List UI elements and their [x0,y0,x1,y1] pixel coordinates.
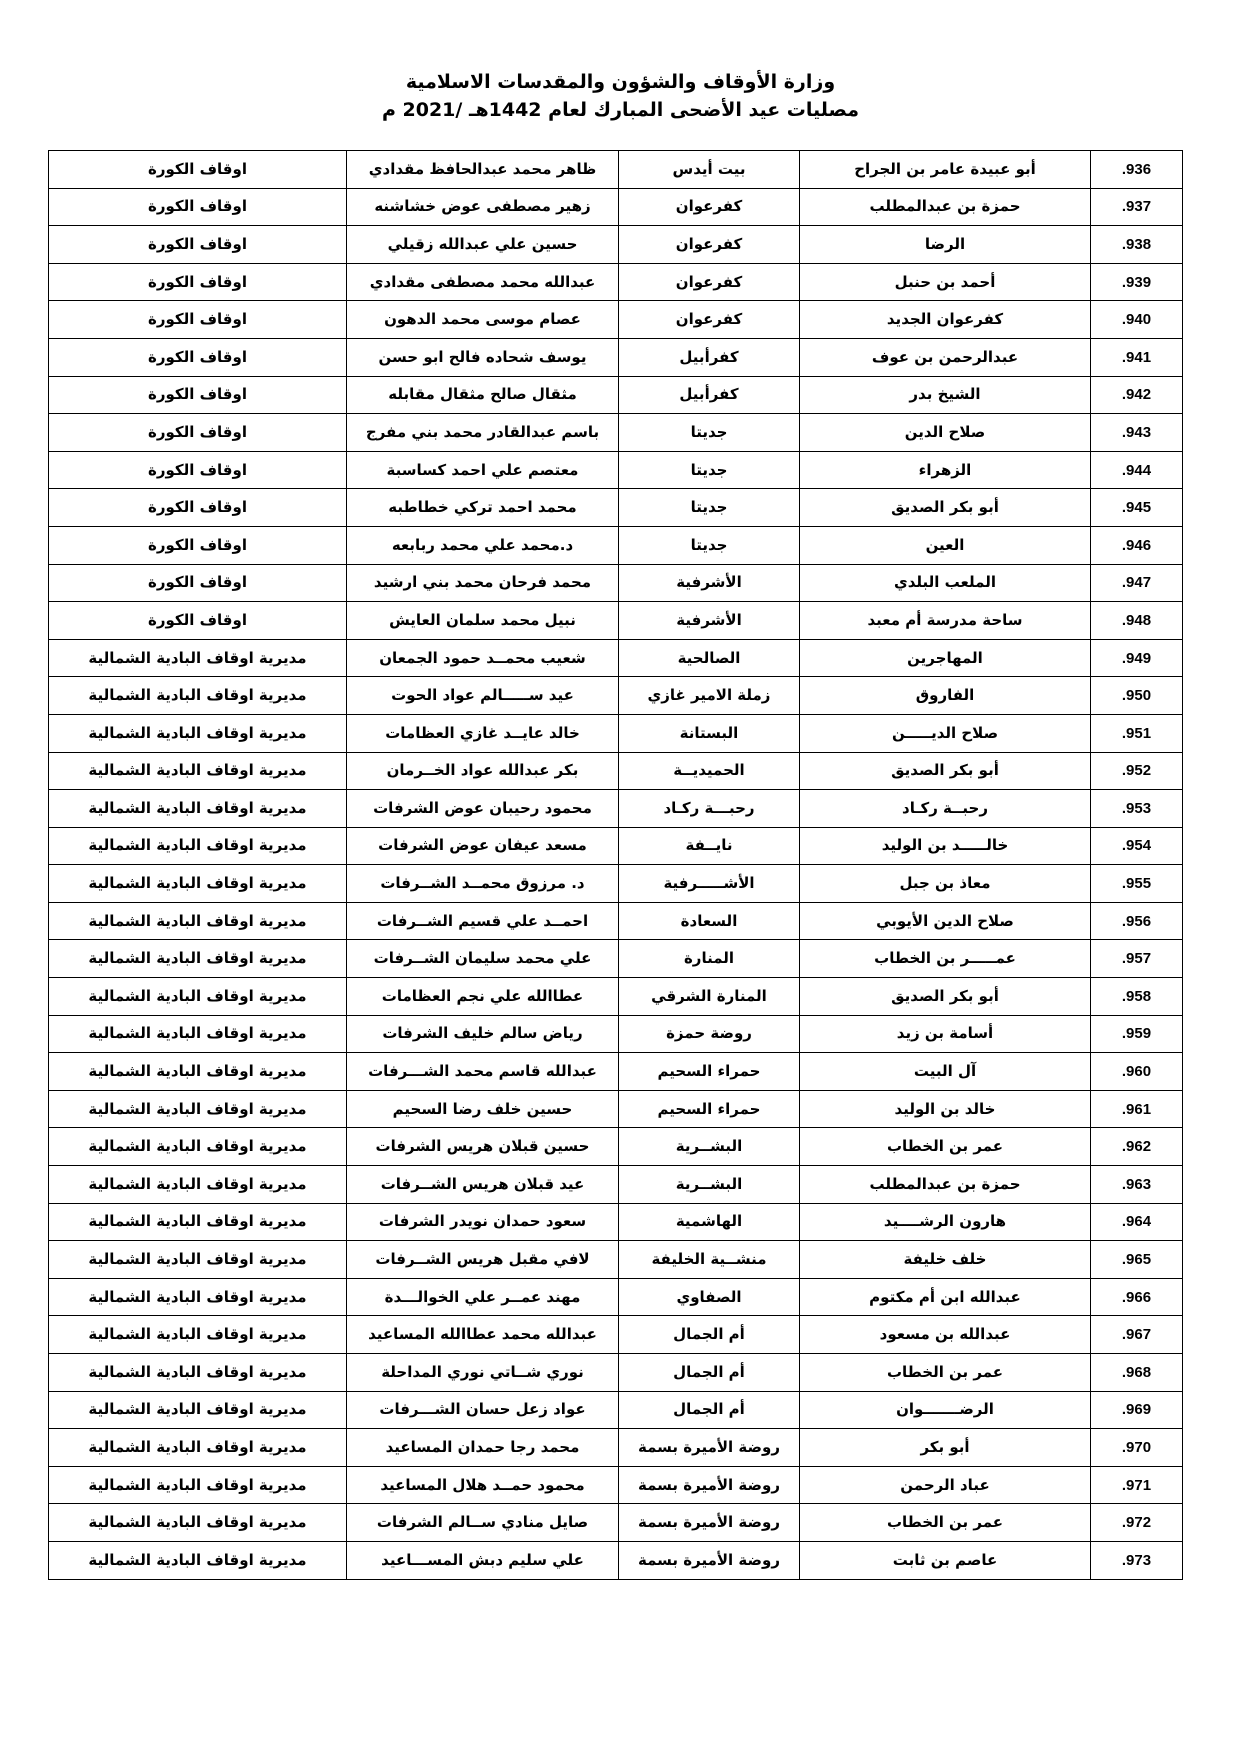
table-row [49,1391,1183,1429]
musalla-name: المهاجرين [800,639,1091,677]
imam-name: خالد عايــد غازي العظامات [347,714,619,752]
musalla-name: عمـــــر بن الخطاب [800,940,1091,978]
document-subtitle: مصليات عيد الأضحى المبارك لعام 1442هـ /2021 م [381,99,860,121]
imam-name: محمد احمد تركي خطاطبه [347,489,619,527]
imam-name: عبدالله محمد عطاالله المساعيد [347,1316,619,1354]
table-row [49,677,1183,715]
row-number: .953 [1091,790,1183,828]
row-number: .943 [1091,414,1183,452]
row-number: .973 [1091,1541,1183,1579]
directorate-name: مديرية اوقاف البادية الشمالية [49,1166,347,1204]
table-row [49,451,1183,489]
row-number: .958 [1091,978,1183,1016]
area-name: روضة الأميرة بسمة [619,1429,800,1467]
row-number: .967 [1091,1316,1183,1354]
imam-name: معتصم علي احمد كساسبة [347,451,619,489]
directorate-name: اوقاف الكورة [49,602,347,640]
imam-name: نبيل محمد سلمان العايش [347,602,619,640]
imam-name: مسعد عيفان عوض الشرفات [347,827,619,865]
imam-name: عطاالله علي نجم العظامات [347,978,619,1016]
row-number: .970 [1091,1429,1183,1467]
musalla-name: أبو بكر [800,1429,1091,1467]
musalla-name: معاذ بن جبل [800,865,1091,903]
table-row [49,226,1183,264]
imam-name: حسين خلف رضا السحيم [347,1090,619,1128]
row-number: .945 [1091,489,1183,527]
table-row [49,827,1183,865]
directorate-name: مديرية اوقاف البادية الشمالية [49,639,347,677]
area-name: زملة الامير غازي [619,677,800,715]
directorate-name: مديرية اوقاف البادية الشمالية [49,1541,347,1579]
area-name: كفرعوان [619,263,800,301]
area-name: نايــفة [619,827,800,865]
row-number: .964 [1091,1203,1183,1241]
document-header [0,68,1241,124]
table-row [49,1241,1183,1279]
musalla-name: عباد الرحمن [800,1466,1091,1504]
table-row [49,1504,1183,1542]
area-name: بيت أيدس [619,151,800,189]
directorate-name: مديرية اوقاف البادية الشمالية [49,1241,347,1279]
area-name: البستانة [619,714,800,752]
musalla-table [48,150,1183,1580]
area-name: كفرعوان [619,301,800,339]
imam-name: زهير مصطفى عوض خشاشنه [347,188,619,226]
table-row [49,1429,1183,1467]
directorate-name: مديرية اوقاف البادية الشمالية [49,1316,347,1354]
directorate-name: مديرية اوقاف البادية الشمالية [49,1203,347,1241]
musalla-name: عبدالله بن مسعود [800,1316,1091,1354]
musalla-name: صلاح الدين [800,414,1091,452]
table-row [49,865,1183,903]
area-name: أم الجمال [619,1354,800,1392]
directorate-name: مديرية اوقاف البادية الشمالية [49,1354,347,1392]
imam-name: حسين علي عبدالله زقيلي [347,226,619,264]
musalla-name: كفرعوان الجديد [800,301,1091,339]
musalla-table-body [49,151,1183,1580]
musalla-name: أبو بكر الصديق [800,752,1091,790]
imam-name: د.محمد علي محمد ربابعه [347,526,619,564]
area-name: المنارة [619,940,800,978]
row-number: .948 [1091,602,1183,640]
table-row [49,414,1183,452]
imam-name: رياض سالم خليف الشرفات [347,1015,619,1053]
directorate-name: مديرية اوقاف البادية الشمالية [49,714,347,752]
area-name: الأشرفية [619,564,800,602]
imam-name: علي محمد سليمان الشــرفات [347,940,619,978]
imam-name: محمود حمــد هلال المساعيد [347,1466,619,1504]
area-name: أم الجمال [619,1391,800,1429]
table-row [49,752,1183,790]
area-name: حمراء السحيم [619,1090,800,1128]
area-name: جديتا [619,451,800,489]
directorate-name: اوقاف الكورة [49,338,347,376]
row-number: .942 [1091,376,1183,414]
directorate-name: اوقاف الكورة [49,376,347,414]
imam-name: مثقال صالح مثقال مقابله [347,376,619,414]
imam-name: محمود رحيبان عوض الشرفات [347,790,619,828]
row-number: .960 [1091,1053,1183,1091]
row-number: .972 [1091,1504,1183,1542]
table-row [49,978,1183,1016]
musalla-name: العين [800,526,1091,564]
directorate-name: اوقاف الكورة [49,414,347,452]
musalla-name: أبو عبيدة عامر بن الجراح [800,151,1091,189]
imam-name: ظاهر محمد عبدالحافظ مقدادي [347,151,619,189]
imam-name: عيد ســـــالم عواد الحوت [347,677,619,715]
row-number: .954 [1091,827,1183,865]
table-row [49,1316,1183,1354]
area-name: كفرعوان [619,226,800,264]
row-number: .968 [1091,1354,1183,1392]
musalla-name: أبو بكر الصديق [800,978,1091,1016]
area-name: جديتا [619,526,800,564]
table-row [49,338,1183,376]
directorate-name: مديرية اوقاف البادية الشمالية [49,1278,347,1316]
row-number: .965 [1091,1241,1183,1279]
imam-name: حسين قبلان هريس الشرفات [347,1128,619,1166]
musalla-name: عاصم بن ثابت [800,1541,1091,1579]
table-row [49,1053,1183,1091]
musalla-name: الرضا [800,226,1091,264]
row-number: .936 [1091,151,1183,189]
row-number: .959 [1091,1015,1183,1053]
directorate-name: مديرية اوقاف البادية الشمالية [49,1391,347,1429]
row-number: .957 [1091,940,1183,978]
musalla-name: عمر بن الخطاب [800,1504,1091,1542]
imam-name: سعود حمدان نويدر الشرفات [347,1203,619,1241]
row-number: .971 [1091,1466,1183,1504]
row-number: .939 [1091,263,1183,301]
directorate-name: اوقاف الكورة [49,564,347,602]
area-name: جديتا [619,489,800,527]
row-number: .963 [1091,1166,1183,1204]
row-number: .962 [1091,1128,1183,1166]
area-name: الهاشمية [619,1203,800,1241]
row-number: .961 [1091,1090,1183,1128]
musalla-name: حمزة بن عبدالمطلب [800,188,1091,226]
row-number: .949 [1091,639,1183,677]
imam-name: عبدالله قاسم محمد الشـــرفات [347,1053,619,1091]
imam-name: مهند عمــر علي الخوالـــدة [347,1278,619,1316]
row-number: .952 [1091,752,1183,790]
directorate-name: مديرية اوقاف البادية الشمالية [49,1504,347,1542]
directorate-name: مديرية اوقاف البادية الشمالية [49,865,347,903]
musalla-name: عمر بن الخطاب [800,1354,1091,1392]
directorate-name: مديرية اوقاف البادية الشمالية [49,1015,347,1053]
directorate-name: اوقاف الكورة [49,489,347,527]
musalla-name: ساحة مدرسة أم معبد [800,602,1091,640]
musalla-name: أبو بكر الصديق [800,489,1091,527]
directorate-name: اوقاف الكورة [49,226,347,264]
directorate-name: اوقاف الكورة [49,151,347,189]
imam-name: يوسف شحاده فالح ابو حسن [347,338,619,376]
area-name: المنارة الشرقي [619,978,800,1016]
musalla-name: الزهراء [800,451,1091,489]
table-row [49,376,1183,414]
directorate-name: اوقاف الكورة [49,263,347,301]
area-name: رحبـــة ركـاد [619,790,800,828]
area-name: كفرعوان [619,188,800,226]
row-number: .947 [1091,564,1183,602]
musalla-name: أسامة بن زيد [800,1015,1091,1053]
table-row [49,1278,1183,1316]
directorate-name: مديرية اوقاف البادية الشمالية [49,1466,347,1504]
imam-name: شعيب محمــد حمود الجمعان [347,639,619,677]
area-name: الحميديــة [619,752,800,790]
table-row [49,902,1183,940]
area-name: روضة الأميرة بسمة [619,1466,800,1504]
musalla-name: الفاروق [800,677,1091,715]
musalla-name: رحبــة ركـاد [800,790,1091,828]
musalla-name: الملعب البلدي [800,564,1091,602]
area-name: كفرأبيل [619,376,800,414]
musalla-name: صلاح الدين الأيوبي [800,902,1091,940]
row-number: .956 [1091,902,1183,940]
row-number: .941 [1091,338,1183,376]
table-row [49,1541,1183,1579]
directorate-name: مديرية اوقاف البادية الشمالية [49,752,347,790]
directorate-name: اوقاف الكورة [49,451,347,489]
row-number: .951 [1091,714,1183,752]
area-name: البشــرية [619,1166,800,1204]
imam-name: لافي مقبل هريس الشــرفات [347,1241,619,1279]
musalla-name: خالد بن الوليد [800,1090,1091,1128]
musalla-name: صلاح الديـــــن [800,714,1091,752]
directorate-name: مديرية اوقاف البادية الشمالية [49,940,347,978]
area-name: السعادة [619,902,800,940]
directorate-name: مديرية اوقاف البادية الشمالية [49,827,347,865]
row-number: .966 [1091,1278,1183,1316]
area-name: الأشرفية [619,602,800,640]
imam-name: باسم عبدالقادر محمد بني مفرج [347,414,619,452]
imam-name: عصام موسى محمد الدهون [347,301,619,339]
musalla-name: عبدالله ابن أم مكتوم [800,1278,1091,1316]
musalla-name: خالـــــد بن الوليد [800,827,1091,865]
directorate-name: مديرية اوقاف البادية الشمالية [49,677,347,715]
area-name: البشــرية [619,1128,800,1166]
directorate-name: مديرية اوقاف البادية الشمالية [49,902,347,940]
musalla-name: أحمد بن حنبل [800,263,1091,301]
directorate-name: مديرية اوقاف البادية الشمالية [49,978,347,1016]
table-row [49,1466,1183,1504]
row-number: .969 [1091,1391,1183,1429]
table-row [49,602,1183,640]
table-row [49,1090,1183,1128]
table-row [49,714,1183,752]
directorate-name: اوقاف الكورة [49,526,347,564]
musalla-name: عمر بن الخطاب [800,1128,1091,1166]
imam-name: بكر عبدالله عواد الخــرمان [347,752,619,790]
row-number: .938 [1091,226,1183,264]
table-row [49,263,1183,301]
table-row [49,1354,1183,1392]
imam-name: احمــد علي قسيم الشــرفات [347,902,619,940]
area-name: روضة حمزة [619,1015,800,1053]
imam-name: عيد قبلان هريس الشــرفات [347,1166,619,1204]
row-number: .944 [1091,451,1183,489]
row-number: .940 [1091,301,1183,339]
table-row [49,1128,1183,1166]
imam-name: علي سليم دبش المســـاعيد [347,1541,619,1579]
table-row [49,1203,1183,1241]
table-row [49,526,1183,564]
area-name: حمراء السحيم [619,1053,800,1091]
table-row [49,639,1183,677]
imam-name: عبدالله محمد مصطفى مقدادي [347,263,619,301]
table-row [49,188,1183,226]
area-name: روضة الأميرة بسمة [619,1504,800,1542]
directorate-name: مديرية اوقاف البادية الشمالية [49,1128,347,1166]
directorate-name: مديرية اوقاف البادية الشمالية [49,790,347,828]
ministry-title: وزارة الأوقاف والشؤون والمقدسات الاسلامية [405,71,836,93]
directorate-name: مديرية اوقاف البادية الشمالية [49,1429,347,1467]
table-row [49,489,1183,527]
musalla-name: هارون الرشــــيد [800,1203,1091,1241]
area-name: أم الجمال [619,1316,800,1354]
musalla-name: حمزة بن عبدالمطلب [800,1166,1091,1204]
row-number: .946 [1091,526,1183,564]
area-name: كفرأبيل [619,338,800,376]
area-name: منشــية الخليفة [619,1241,800,1279]
row-number: .937 [1091,188,1183,226]
imam-name: محمد فرحان محمد بني ارشيد [347,564,619,602]
directorate-name: اوقاف الكورة [49,301,347,339]
table-row [49,564,1183,602]
table-row [49,790,1183,828]
table-row [49,1166,1183,1204]
area-name: روضة الأميرة بسمة [619,1541,800,1579]
directorate-name: مديرية اوقاف البادية الشمالية [49,1053,347,1091]
imam-name: نوري شــاتي نوري المداحلة [347,1354,619,1392]
musalla-name: خلف خليفة [800,1241,1091,1279]
musalla-name: آل البيت [800,1053,1091,1091]
directorate-name: مديرية اوقاف البادية الشمالية [49,1090,347,1128]
imam-name: محمد رجا حمدان المساعيد [347,1429,619,1467]
area-name: الأشـــــرفية [619,865,800,903]
directorate-name: اوقاف الكورة [49,188,347,226]
table-row [49,940,1183,978]
musalla-name: الرضـــــــوان [800,1391,1091,1429]
row-number: .950 [1091,677,1183,715]
area-name: جديتا [619,414,800,452]
area-name: الصالحية [619,639,800,677]
table-row [49,1015,1183,1053]
area-name: الصفاوي [619,1278,800,1316]
imam-name: د. مرزوق محمــد الشــرفات [347,865,619,903]
imam-name: عواد زعل حسان الشـــرفات [347,1391,619,1429]
musalla-name: الشيخ بدر [800,376,1091,414]
imam-name: صايل منادي ســالم الشرفات [347,1504,619,1542]
row-number: .955 [1091,865,1183,903]
table-row [49,151,1183,189]
table-row [49,301,1183,339]
musalla-name: عبدالرحمن بن عوف [800,338,1091,376]
